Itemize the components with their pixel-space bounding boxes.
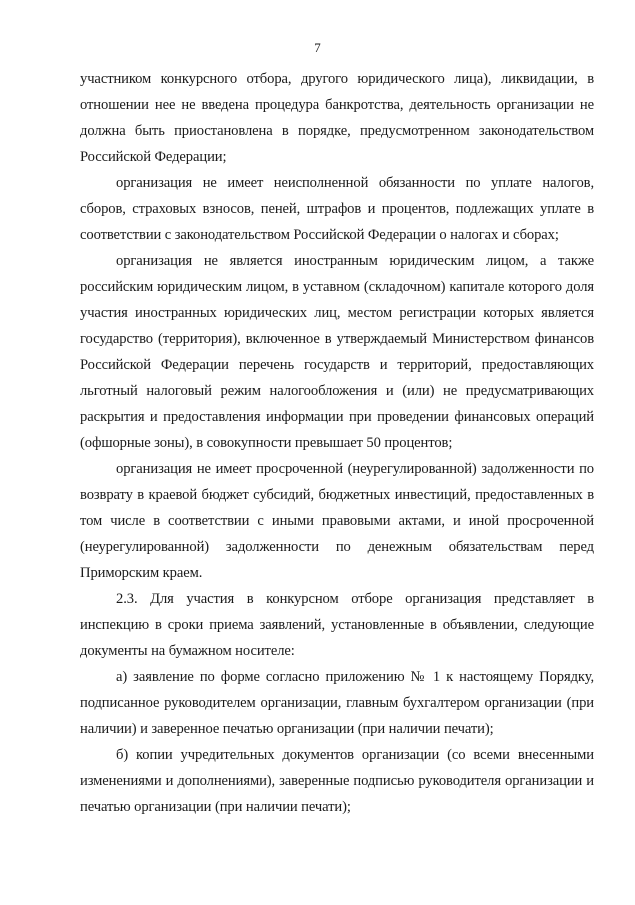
paragraph-7: б) копии учредительных документов организации (со всеми внесенными изменениями и дополнениями), заверенные подписью руководителя организации и печатью организации (при наличии печати); [80, 747, 594, 815]
paragraph-4: организация не имеет просроченной (неурегулированной) задолженности по возврату в краевой бюджет субсидий, бюджетных инвестиций, предоставленных в том числе в соответствии с иными правовыми актами, и иной просроченной (неурегулированной) задолженности по денежным обязательствам перед Приморским краем. [80, 461, 594, 581]
paragraph-6: а) заявление по форме согласно приложению № 1 к настоящему Порядку, подписанное руководителем организации, главным бухгалтером организации (при наличии) и заверенное печатью организации (при наличии печати); [80, 669, 594, 737]
paragraph-1: участником конкурсного отбора, другого юридического лица), ликвидации, в отношении нее не введена процедура банкротства, деятельность организации не должна быть приостановлена в порядке, предусмотренном законодательством Российской Федерации; [80, 71, 594, 165]
paragraph-2: организация не имеет неисполненной обязанности по уплате налогов, сборов, страховых взносов, пеней, штрафов и процентов, подлежащих уплате в соответствии с законодательством Российской Федерации о налогах и сборах; [80, 175, 594, 243]
paragraph-5: 2.3. Для участия в конкурсном отборе организация представляет в инспекцию в сроки приема заявлений, установленные в объявлении, следующие документы на бумажном носителе: [80, 591, 594, 659]
document-body [80, 66, 594, 820]
paragraph-3: организация не является иностранным юридическим лицом, а также российским юридическим лицом, в уставном (складочном) капитале которого доля участия иностранных юридических лиц, местом регистрации которых является государство (территория), включенное в утверждаемый Министерством финансов Российской Федерации перечень государств и территорий, предоставляющих льготный налоговый режим налогообложения и (или) не предусматривающих раскрытия и предоставления информации при проведении финансовых операций (офшорные зоны), в совокупности превышает 50 процентов; [80, 253, 594, 451]
page-number: 7 [314, 40, 321, 55]
